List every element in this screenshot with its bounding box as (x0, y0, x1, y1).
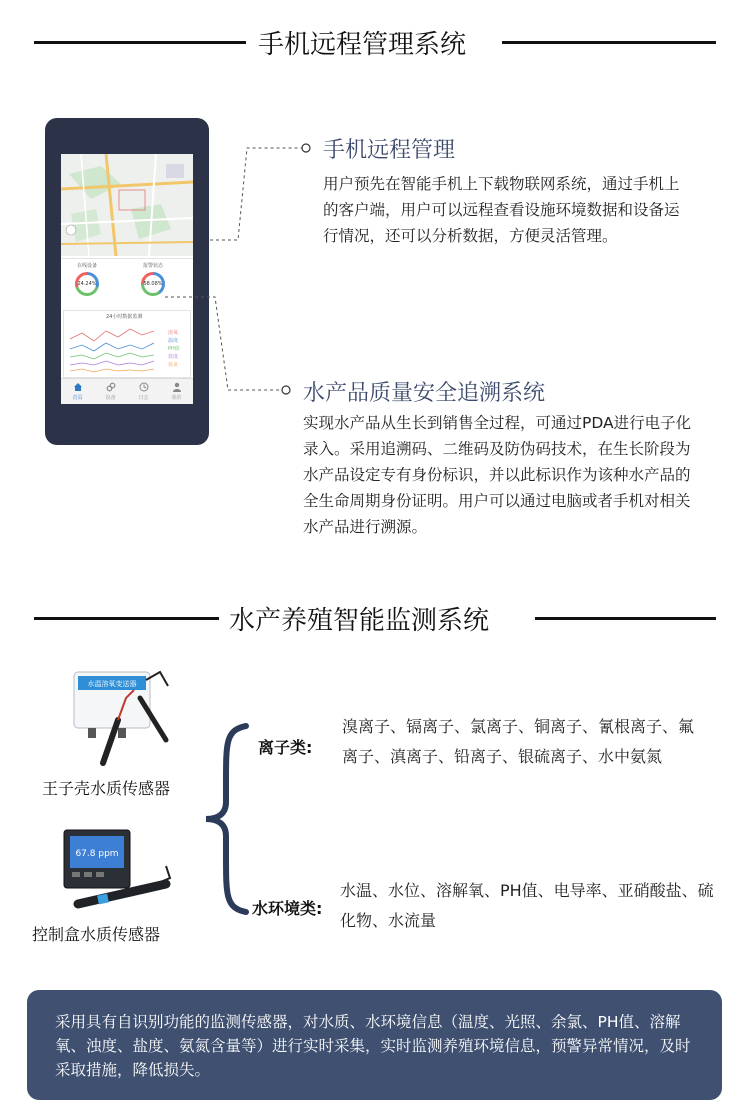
section1-header (0, 22, 750, 62)
section2-rule-right (535, 617, 716, 620)
category-env-label: 水环境类: (252, 899, 323, 918)
phone-screen (61, 154, 193, 404)
chart-legend-3: PH值 (168, 346, 180, 352)
tab-me[interactable] (160, 379, 193, 404)
sensor2-label: 控制盒水质传感器 (32, 925, 161, 944)
tab-home[interactable] (61, 379, 94, 404)
section2-title: 水产养殖智能监测系统 (229, 606, 490, 636)
section2-header (0, 598, 750, 638)
phone-mockup (45, 118, 209, 445)
sensor2-screen-text: 67.8 ppm (75, 849, 119, 859)
category-ion-label: 离子类: (258, 738, 313, 757)
stat-value-alarm: 58.08% (144, 275, 162, 293)
tab-device[interactable] (94, 379, 127, 404)
chart-title: 24小时数据监测 (106, 314, 143, 320)
clock-icon (139, 382, 149, 392)
tab-log[interactable] (127, 379, 160, 404)
chart-legend-5: 氨氮 (168, 362, 179, 368)
stat-ring-online (75, 272, 99, 296)
section1-title: 手机远程管理系统 (258, 30, 467, 60)
category-ion-text: 溴离子、镉离子、氯离子、铜离子、氰根离子、氟离子、滇离子、铅离子、银硫离子、水中氨氮 (342, 717, 695, 766)
chart-legend-2: 温度 (168, 338, 179, 344)
section1-rule-left (34, 41, 246, 44)
summary-box (27, 990, 722, 1100)
link-icon (106, 382, 116, 392)
tab-device-label: 设备 (105, 395, 116, 401)
sensor2-image (58, 826, 178, 920)
category-env-text: 水温、水位、溶解氧、PH值、电导率、亚硝酸盐、硫化物、水流量 (340, 881, 714, 930)
summary-text: 采用具有自识别功能的监测传感器，对水质、水环境信息（温度、光照、余氯、PH值、溶解氧、浊度、盐度、氨氮含量等）进行实时采集，实时监测养殖环境信息，预警异常情况，及时采取措施，降低损失。 (55, 1013, 691, 1079)
map-view (61, 154, 193, 256)
section2-rule-left (34, 617, 219, 620)
feature1-desc: 用户预先在智能手机上下载物联网系统，通过手机上的客户端，用户可以远程查看设施环境数据和设备运行情况，还可以分析数据，方便灵活管理。 (323, 175, 680, 245)
map-graphic (61, 154, 193, 256)
section1-rule-right (502, 41, 716, 44)
chart-legend-4: 盐度 (168, 354, 179, 360)
dashboard-stats (61, 258, 193, 308)
brace-shape (200, 722, 252, 916)
tab-home-label: 首页 (72, 395, 83, 401)
sensor1-panel-text: 水温溶氧变送器 (87, 680, 137, 688)
stat-label-alarm: 报警状态 (143, 263, 164, 269)
tab-me-label: 我的 (171, 395, 182, 401)
stat-label-online: 在线设备 (77, 263, 98, 269)
sensor1-label: 王子壳水质传感器 (42, 779, 171, 798)
feature2-title: 水产品质量安全追溯系统 (303, 381, 546, 406)
user-icon (172, 382, 182, 392)
phone-tabbar (61, 378, 193, 404)
monitor-chart (63, 310, 191, 378)
feature2-desc: 实现水产品从生长到销售全过程，可通过PDA进行电子化录入。采用追溯码、二维码及防伪码技术，在生长阶段为水产品设定专有身份标识，并以此标识作为该种水产品的全生命周期身份证明。用户可以通过电脑或者手机对相关水产品进行溯源。 (303, 414, 692, 536)
stat-ring-alarm (141, 272, 165, 296)
tab-log-label: 日志 (138, 395, 149, 401)
home-icon (73, 382, 83, 392)
chart-legend-1: 溶氧 (168, 330, 179, 336)
stat-value-online: 24.24% (78, 275, 96, 293)
feature1-title: 手机远程管理 (323, 138, 456, 163)
sensor1-image (68, 668, 183, 768)
